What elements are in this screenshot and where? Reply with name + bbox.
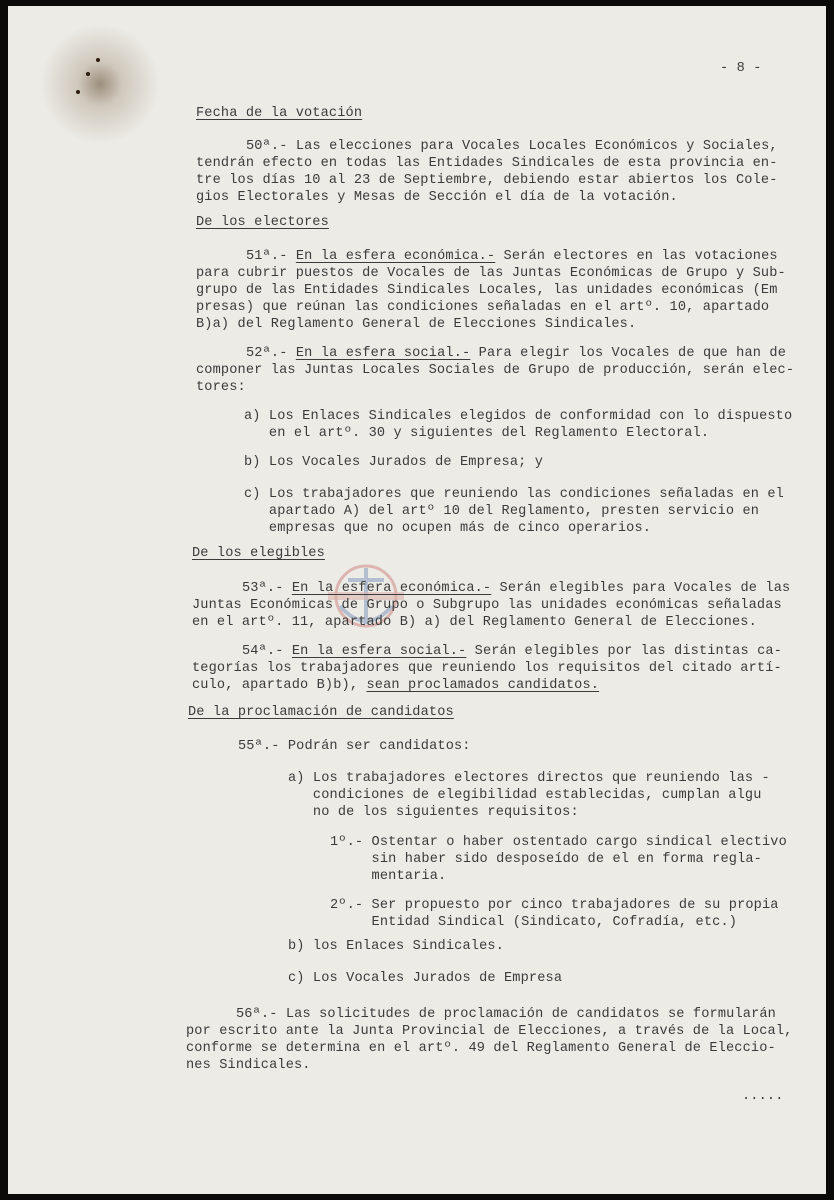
- list-item-55a: condiciones de elegibilidad establecidas, cumplan algu: [288, 788, 762, 803]
- list-item-52c: empresas que no ocupen más de cinco operarios.: [244, 521, 652, 536]
- article-text: Para elegir los Vocales de que han de: [470, 346, 787, 361]
- article-label: En la esfera económica.-: [295, 249, 496, 264]
- paragraph-50-line: 50ª.- Las elecciones para Vocales Locales Económicos y Sociales,: [246, 139, 778, 154]
- section-heading-electores: De los electores: [196, 215, 329, 230]
- paragraph-50-line: tre los días 10 al 23 de Septiembre, debiendo estar abiertos los Cole-: [196, 173, 778, 188]
- stain-dot: [96, 58, 100, 62]
- article-label: En la esfera social.-: [291, 644, 467, 659]
- paragraph-55-intro: 55ª.- Podrán ser candidatos:: [238, 739, 471, 754]
- article-number: 51ª.-: [246, 249, 296, 264]
- list-item-55b: b) los Enlaces Sindicales.: [288, 939, 504, 954]
- paragraph-53-line: en el artº. 11, apartado B) a) del Reglamento General de Elecciones.: [192, 615, 757, 630]
- paragraph-53-line: Juntas Económicas de Grupo o Subgrupo las unidades económicas señaladas: [192, 598, 782, 613]
- sub-item-55a2: 2º.- Ser propuesto por cinco trabajadores de su propia: [330, 898, 779, 913]
- sub-item-55a2: Entidad Sindical (Sindicato, Cofradía, etc.): [330, 915, 738, 930]
- article-label: En la esfera económica.-: [291, 581, 492, 596]
- section-heading-fecha: Fecha de la votación: [196, 106, 363, 121]
- article-number: 53ª.-: [242, 581, 292, 596]
- article-number: 54ª.-: [242, 644, 292, 659]
- paragraph-51-line: grupo de las Entidades Sindicales Locales, las unidades económicas (Em: [196, 283, 778, 298]
- list-item-55c: c) Los Vocales Jurados de Empresa: [288, 971, 563, 986]
- paragraph-53-first-line: [242, 580, 790, 597]
- paragraph-51-line: para cubrir puestos de Vocales de las Juntas Económicas de Grupo y Sub-: [196, 266, 786, 281]
- article-label: En la esfera social.-: [295, 346, 471, 361]
- article-text: Serán electores en las votaciones: [495, 249, 778, 264]
- page-number: - 8 -: [720, 61, 762, 76]
- continuation-dots: .....: [742, 1089, 784, 1104]
- paragraph-54-line: tegorías los trabajadores que reuniendo los requisitos del citado artí-: [192, 661, 782, 676]
- article-text: Serán elegibles para Vocales de las: [491, 581, 791, 596]
- paragraph-51-line: B)a) del Reglamento General de Elecciones Sindicales.: [196, 317, 637, 332]
- paragraph-51-first-line: [246, 248, 778, 265]
- list-item-52b: b) Los Vocales Jurados de Empresa; y: [244, 455, 544, 470]
- sub-item-55a1: 1º.- Ostentar o haber ostentado cargo sindical electivo: [330, 835, 787, 850]
- article-number: 52ª.-: [246, 346, 296, 361]
- list-item-55a: no de los siguientes requisitos:: [288, 805, 579, 820]
- section-heading-elegibles: De los elegibles: [192, 546, 325, 561]
- stain-dot: [86, 72, 90, 76]
- paragraph-51-line: presas) que reúnan las condiciones señaladas en el artº. 10, apartado: [196, 300, 770, 315]
- paragraph-54-first-line: [242, 643, 782, 660]
- paragraph-50-line: gios Electorales y Mesas de Sección el día de la votación.: [196, 190, 678, 205]
- list-item-52c: apartado A) del artº 10 del Reglamento, presten servicio en: [244, 504, 760, 519]
- paragraph-52-line: tores:: [196, 380, 246, 395]
- section-heading-proclamacion: De la proclamación de candidatos: [188, 705, 454, 720]
- list-item-52a: en el artº. 30 y siguientes del Reglamento Electoral.: [244, 426, 710, 441]
- list-item-52c: c) Los trabajadores que reuniendo las condiciones señaladas en el: [244, 487, 784, 502]
- paragraph-56-line: por escrito ante la Junta Provincial de Elecciones, a través de la Local,: [186, 1024, 793, 1039]
- list-item-55a: a) Los trabajadores electores directos que reuniendo las -: [288, 771, 770, 786]
- paragraph-56-line: conforme se determina en el artº. 49 del Reglamento General de Eleccio-: [186, 1041, 776, 1056]
- article-text: culo, apartado B)b),: [192, 678, 367, 693]
- paragraph-52-line: componer las Juntas Locales Sociales de Grupo de producción, serán elec-: [196, 363, 795, 378]
- sub-item-55a1: sin haber sido desposeído de el en forma regla-: [330, 852, 762, 867]
- article-text: Serán elegibles por las distintas ca-: [466, 644, 783, 659]
- stain-dot: [76, 90, 80, 94]
- paragraph-54-line: [192, 677, 599, 694]
- paragraph-50-line: tendrán efecto en todas las Entidades Sindicales de esta provincia en-: [196, 156, 778, 171]
- sub-item-55a1: mentaria.: [330, 869, 447, 884]
- paragraph-56-line: nes Sindicales.: [186, 1058, 311, 1073]
- paragraph-56-line: 56ª.- Las solicitudes de proclamación de candidatos se formularán: [236, 1007, 776, 1022]
- list-item-52a: a) Los Enlaces Sindicales elegidos de conformidad con lo dispuesto: [244, 409, 793, 424]
- underlined-phrase: sean proclamados candidatos.: [366, 678, 600, 693]
- paragraph-52-first-line: [246, 345, 786, 362]
